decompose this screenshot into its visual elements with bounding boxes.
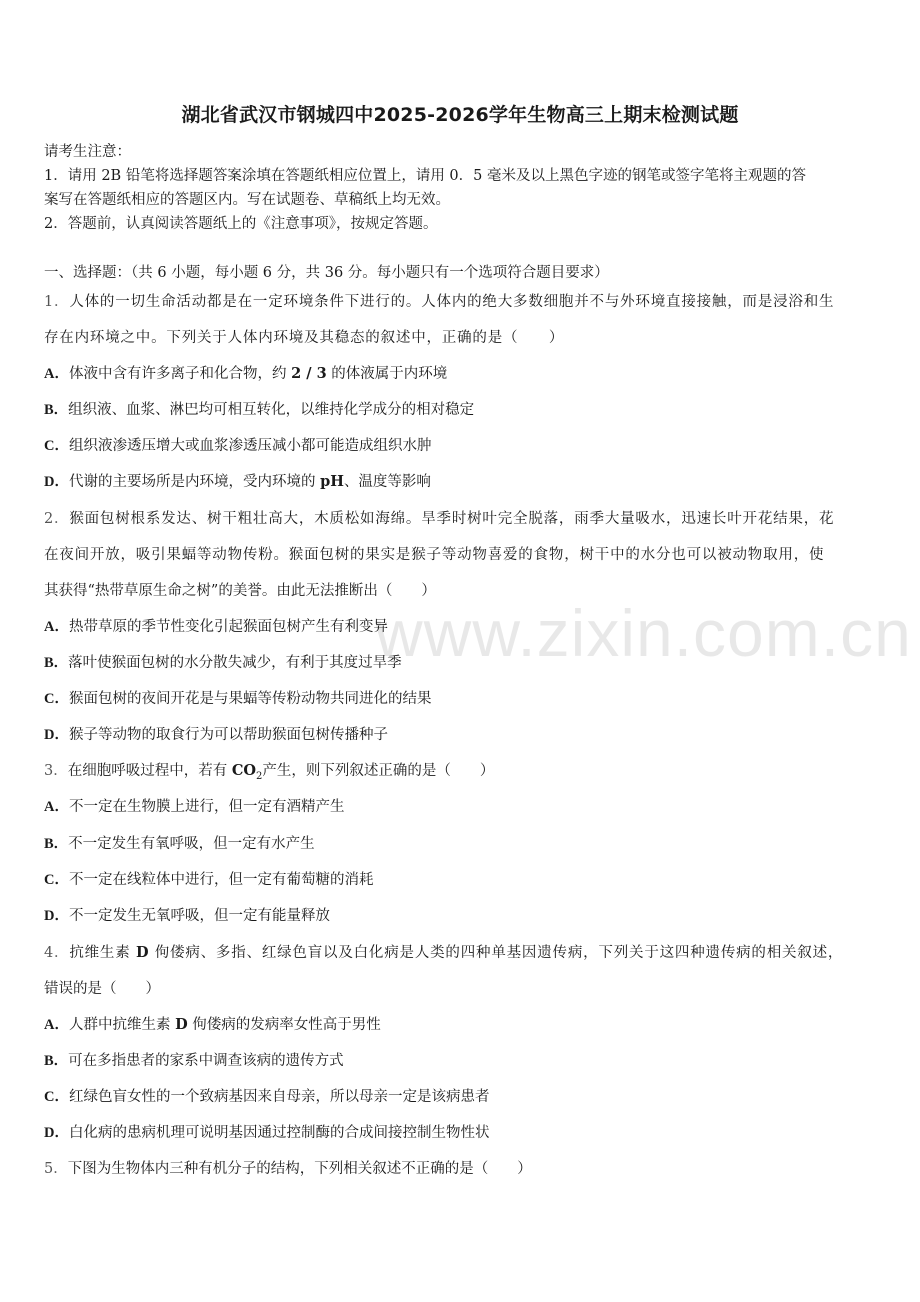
question-3-option-a[interactable]: A．不一定在生物膜上进行，但一定有酒精产生 bbox=[44, 799, 345, 815]
question-5-stem: 5．下图为生物体内三种有机分子的结构，下列相关叙述不正确的是（ ） bbox=[44, 1161, 532, 1177]
question-2-stem-c: 其获得“热带草原生命之树”的美誉。由此无法推断出（ ） bbox=[44, 583, 436, 599]
question-1-option-d[interactable]: D．代谢的主要场所是内环境，受内环境的 pH、温度等影响 bbox=[44, 473, 431, 490]
question-4-option-d[interactable]: D．白化病的患病机理可说明基因通过控制酶的合成间接控制生物性状 bbox=[44, 1125, 490, 1141]
question-2-option-d[interactable]: D．猴子等动物的取食行为可以帮助猴面包树传播种子 bbox=[44, 727, 388, 743]
question-2-option-b[interactable]: B．落叶使猴面包树的水分散失减少，有利于其度过旱季 bbox=[44, 655, 402, 671]
question-2-option-a[interactable]: A．热带草原的季节性变化引起猴面包树产生有利变异 bbox=[44, 619, 388, 635]
question-number: 3． bbox=[44, 763, 68, 779]
question-3-option-c[interactable]: C．不一定在线粒体中进行，但一定有葡萄糖的消耗 bbox=[44, 872, 374, 888]
notice-line-1a: 1．请用 2B 铅笔将选择题答案涂填在答题纸相应位置上，请用 0．5 毫米及以上黑色字迹的钢笔或签字笔将主观题的答 bbox=[44, 168, 806, 184]
question-4-option-b[interactable]: B．可在多指患者的家系中调查该病的遗传方式 bbox=[44, 1053, 344, 1069]
question-3-stem: 3．在细胞呼吸过程中，若有 $CO_2$产生，则下列叙述正确的是（ ） bbox=[44, 762, 495, 782]
question-2-stem-b: 在夜间开放，吸引果蝠等动物传粉。猴面包树的果实是猴子等动物喜爱的食物，树干中的水分也可以被动物取用，使 bbox=[44, 547, 825, 563]
question-1-stem-a: 1．人体的一切生命活动都是在一定环境条件下进行的。人体内的绝大多数细胞并不与外环境直接接触，而是浸浴和生 bbox=[44, 294, 835, 310]
question-4-stem-a: 4．抗维生素 D 佝偻病、多指、红绿色盲以及白化病是人类的四种单基因遗传病，下列关于这四种遗传病的相关叙述， bbox=[44, 944, 844, 961]
question-2-option-c[interactable]: C．猴面包树的夜间开花是与果蝠等传粉动物共同进化的结果 bbox=[44, 691, 432, 707]
notice-line-2: 2．答题前，认真阅读答题纸上的《注意事项》，按规定答题。 bbox=[44, 216, 438, 232]
question-2-stem-a: 2．猴面包树根系发达、树干粗壮高大，木质松如海绵。旱季时树叶完全脱落，雨季大量吸水，迅速长叶开花结果，花 bbox=[44, 511, 835, 527]
question-1-option-a[interactable]: A．体液中含有许多离子和化合物，约 2 / 3 的体液属于内环境 bbox=[44, 365, 448, 382]
question-3-option-d[interactable]: D．不一定发生无氧呼吸，但一定有能量释放 bbox=[44, 908, 330, 924]
question-4-option-c[interactable]: C．红绿色盲女性的一个致病基因来自母亲，所以母亲一定是该病患者 bbox=[44, 1089, 490, 1105]
question-1-stem-b: 存在内环境之中。下列关于人体内环境及其稳态的叙述中，正确的是（ ） bbox=[44, 330, 565, 346]
question-number: 4． bbox=[44, 945, 70, 961]
question-4-option-a[interactable]: A．人群中抗维生素 D 佝偻病的发病率女性高于男性 bbox=[44, 1016, 381, 1033]
question-3-option-b[interactable]: B．不一定发生有氧呼吸，但一定有水产生 bbox=[44, 836, 315, 852]
question-1-option-c[interactable]: C．组织液渗透压增大或血浆渗透压减小都可能造成组织水肿 bbox=[44, 438, 432, 454]
question-1-option-b[interactable]: B．组织液、血浆、淋巴均可相互转化，以维持化学成分的相对稳定 bbox=[44, 402, 475, 418]
question-number: 5． bbox=[44, 1161, 68, 1177]
question-4-stem-b: 错误的是（ ） bbox=[44, 981, 160, 997]
watermark: www.zixin.com.cn bbox=[375, 596, 912, 670]
page-title: 湖北省武汉市钢城四中2025-2026学年生物高三上期末检测试题 bbox=[181, 104, 739, 126]
notice-line-1b: 案写在答题纸相应的答题区内。写在试题卷、草稿纸上均无效。 bbox=[44, 192, 450, 208]
section-heading: 一、选择题：（共 6 小题，每小题 6 分，共 36 分。每小题只有一个选项符合题目要求） bbox=[44, 265, 609, 281]
question-number: 1． bbox=[44, 294, 70, 310]
question-number: 2． bbox=[44, 511, 70, 527]
notice-heading: 请考生注意： bbox=[44, 144, 131, 160]
